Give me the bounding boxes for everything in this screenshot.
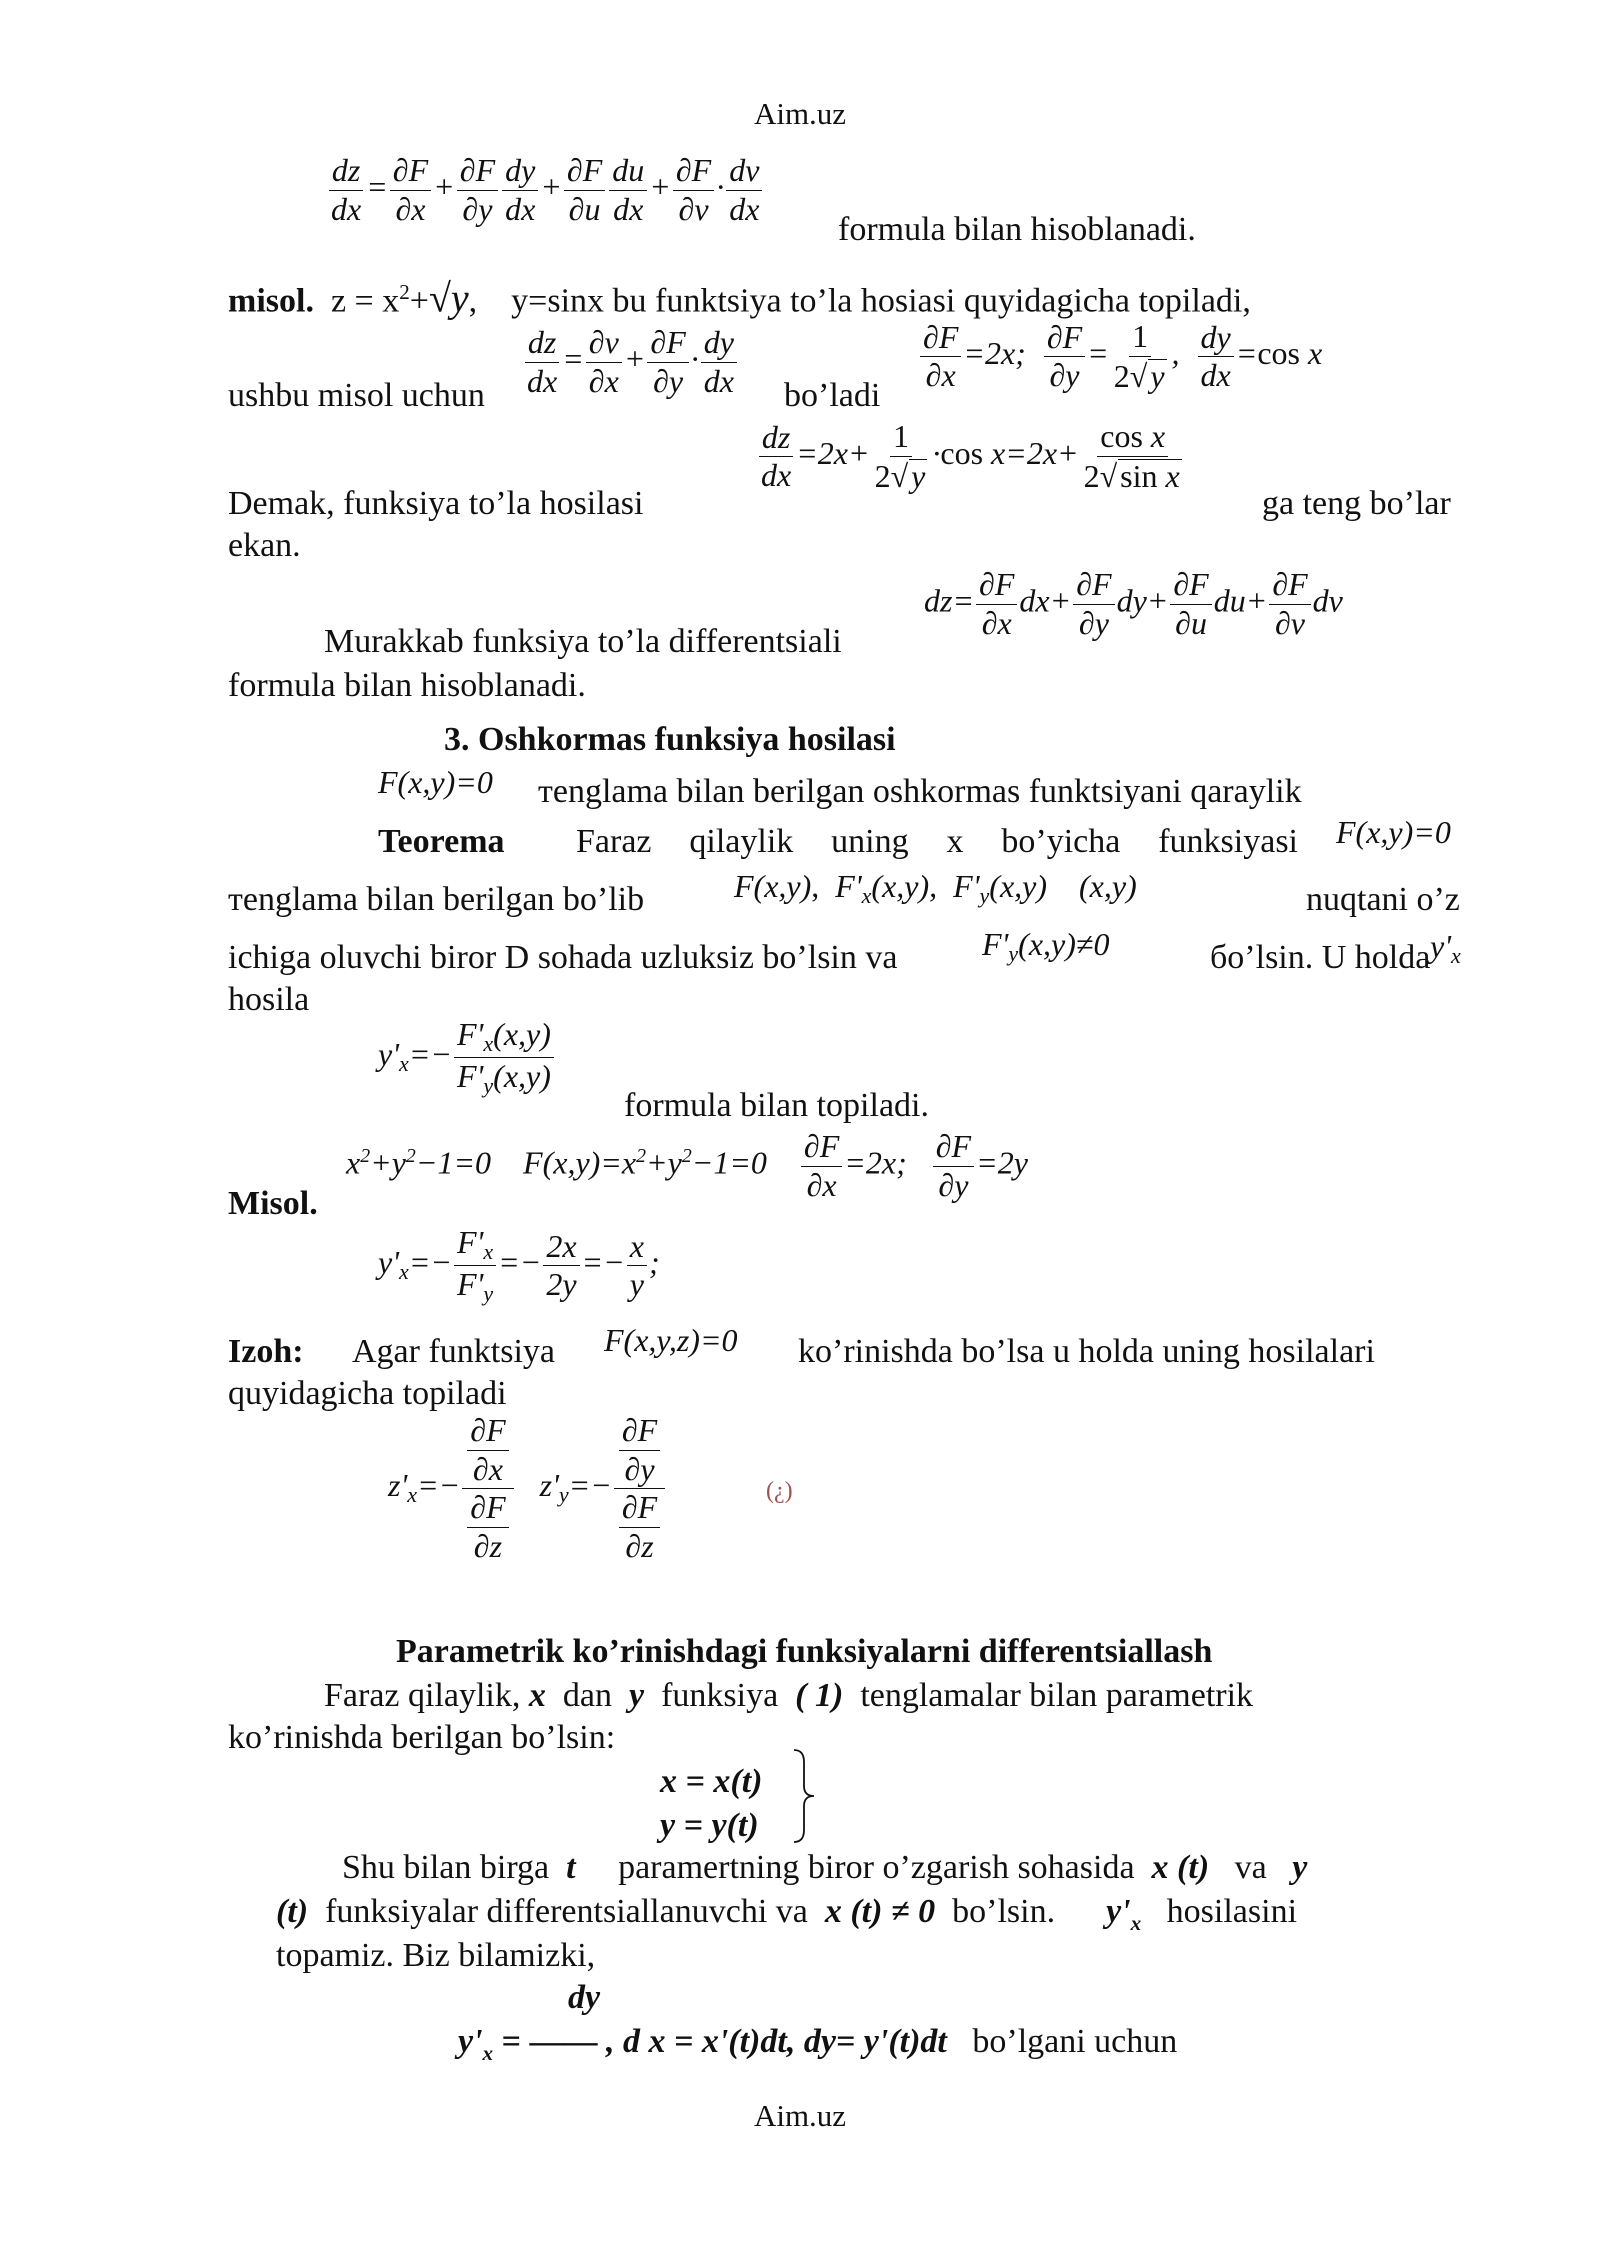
system-line-1: x = x(t) [660,1763,763,1800]
ga-teng-text: ga teng bo’lar [1262,485,1451,522]
l3-xt: x (t) [1151,1849,1210,1886]
l4-b: bo’lsin. [952,1893,1056,1930]
theorem-line-3a: ichiga oluvchi biror D sohada uzluksiz bo’lsin va [228,939,898,976]
example-2-result: y'x=− $\frac{F'x}{F'y}$ =− $\frac{2x}{2y}$ =− $\frac{x}{y}$ ; [378,1224,660,1307]
parametric-title: Parametrik ko’rinishdagi funksiyalarni differentsiallash [396,1633,1213,1670]
parametric-line-1 [324,1674,1253,1718]
artifact-glyph: (¿) [766,1478,793,1504]
parametric-line-2: ko’rinishda berilgan bo’lsin: [228,1719,616,1756]
formula-numerator: dy [568,1979,601,2016]
partial-derivatives-result: $\frac{\partial F}{\partial x}$ =2x; $\frac{\partial F}{\partial y}$ = $\frac{1}{2√y}$ , $\frac{dy}{dx}$ =cos x [918,320,1322,393]
l1-funk: funksiya [661,1677,779,1714]
page-header: Aim.uz [753,96,847,131]
boladi-text: bo’ladi [784,377,881,414]
f-lhs: y' [458,2023,483,2060]
f-rest: , d x = x'(t)dt, dy= y'(t)dt [605,2023,947,2060]
implicit-derivative-formula: y'x=− $\frac{F'x(x,y)}{F'y(x,y)}$ [378,1018,556,1097]
izoh-text-c: quyidagicha topiladi [228,1375,507,1412]
izoh-text-b: ko’rinishda bo’lsa u holda uning hosilalari [798,1333,1375,1370]
l1-y: y [628,1677,645,1714]
artifact-text: ¿ [774,1478,785,1504]
implicit-equation: F(x,y)=0 [378,764,493,800]
example-1-line: misol. $z = x^2+√y$, y=sinx bu funktsiya to’la hosiasi quyidagicha topiladi, [228,275,1251,321]
izoh-label: Izoh: [228,1333,304,1370]
l1-x: x [528,1677,546,1714]
l1-dan: dan [562,1677,612,1714]
y-definition: y=sinx bu funktsiya to’la hosiasi quyidagicha topiladi, [511,282,1251,320]
theorem-text: Faraz qilaylik uning x bo’yicha funksiyasi [576,823,1298,860]
section-3-title: 3. Oshkormas funksiya hosilasi [444,721,896,758]
hosila-text: hosila [228,981,310,1018]
parametric-formula [458,2020,1177,2075]
l1-num: ( 1) [795,1677,844,1714]
total-derivative-formula: $\frac{dz}{dx}$ = $\frac{\partial F}{\partial x}$ + $\frac{\partial F}{\partial y}$ $\frac{dy}{dx}$ + $\frac{\partial F}{\partial u}$ $\frac{du}{dx}$ + $\frac{\partial F}{\partial v}$ · $\frac{dv}{dx}$ [326,154,764,226]
z-definition: z = x [330,282,400,320]
theorem-functions: F(x,y), F'x(x,y), F'y(x,y) (x,y) [734,868,1137,908]
system-line-2: y = y(t) [660,1807,759,1844]
l1-a: Faraz qilaylik, [324,1677,521,1714]
page-footer: Aim.uz [753,2098,847,2133]
example-2-equations: $x^2+y^2-1=0$ $F(x,y)=x^2+y^2-1=0$ $\frac{\partial F}{\partial x}$ =2x; $\frac{\partial F}{\partial y}$ =2y [346,1128,1028,1203]
izoh-equation: F(x,y,z)=0 [604,1322,738,1358]
theorem-line-2b: nuqtani o’z [1306,881,1460,918]
example-2-label: Misol. [228,1185,318,1222]
system-brace-icon [790,1746,820,1846]
for-this-example-text: ushbu misol uchun [228,377,485,414]
total-differential-formula: dz= $\frac{\partial F}{\partial x}$ dx+ $\frac{\partial F}{\partial y}$ dy+ $\frac{\partial F}{\partial u}$ du+ $\frac{\partial F}{\partial v}$ dv [924,566,1343,641]
f-end: bo’lgani uchun [972,2023,1178,2060]
l3-t: t [566,1849,576,1886]
l3-y: y [1292,1849,1308,1886]
l4-t: (t) [276,1893,309,1930]
comma: , [468,282,478,320]
f-eq: = —— [493,2023,598,2060]
implicit-equation-text: тenglama bilan berilgan oshkormas funktsiyani qaraylik [538,773,1302,810]
l4-x: x [1130,1910,1142,1935]
theorem-label-text: Teorema [378,823,505,860]
ekan-text: ekan. [228,527,301,564]
l3-a: Shu bilan birga [342,1849,550,1886]
differential-text-1: Murakkab funksiya to’la differentsiali [324,623,842,660]
l4-yx: y' [1106,1893,1131,1930]
l1-rest: tenglamalar bilan parametrik [860,1677,1254,1714]
izoh-derivatives: z'x=− $\frac{\frac{\partial F}{\partial x}}{\frac{\partial F}{\partial z}}$ z'y=− $\frac{\frac{\partial F}{\partial y}}{\frac{\partial F}{\partial z}}$ [388,1414,667,1563]
implicit-formula-caption: formula bilan topiladi. [624,1087,929,1124]
l4-cond: x (t) ≠ 0 [824,1893,936,1930]
l4-c: hosilasini [1166,1893,1298,1930]
nonzero-condition: F'y(x,y)≠0 [982,926,1110,966]
parametric-line-3 [342,1846,1307,1890]
example-1-derivative-formula: $\frac{dz}{dx}$ = $\frac{\partial v}{\partial x}$ + $\frac{\partial F}{\partial y}$ · $\frac{dy}{dx}$ [522,326,739,398]
demak-text: Demak, funksiya to’la hosilasi [228,485,644,522]
theorem-label [378,820,505,864]
theorem-line-3b: бo’lsin. U holda [1210,939,1431,976]
differential-text-2: formula bilan hisoblanadi. [228,667,586,704]
l3-va: va [1234,1849,1267,1886]
formula-caption-1: formula bilan hisoblanadi. [838,211,1196,248]
parametric-line-5: topamiz. Biz bilamizki, [276,1937,596,1974]
l3-b: paramertning biror o’zgarish sohasida [618,1849,1135,1886]
example-label: misol. [228,282,314,320]
izoh-text-a: Agar funktsiya [352,1333,556,1370]
theorem-line-2a: тenglama bilan berilgan bo’lib [228,881,645,918]
f-x: x [482,2040,494,2065]
l4-a: funksiyalar differentsiallanuvchi va [325,1893,808,1930]
y-prime-x: y'x [1430,928,1461,968]
izoh-line [228,1330,304,1374]
theorem-equation: F(x,y)=0 [1336,814,1451,850]
example-1-total-derivative-result: $\frac{dz}{dx}$ =2x+ $\frac{1}{2√y}$ ·cos x=2x+ $\frac{\text{cos x}}{\text{2√sin x}}$ [756,420,1187,493]
